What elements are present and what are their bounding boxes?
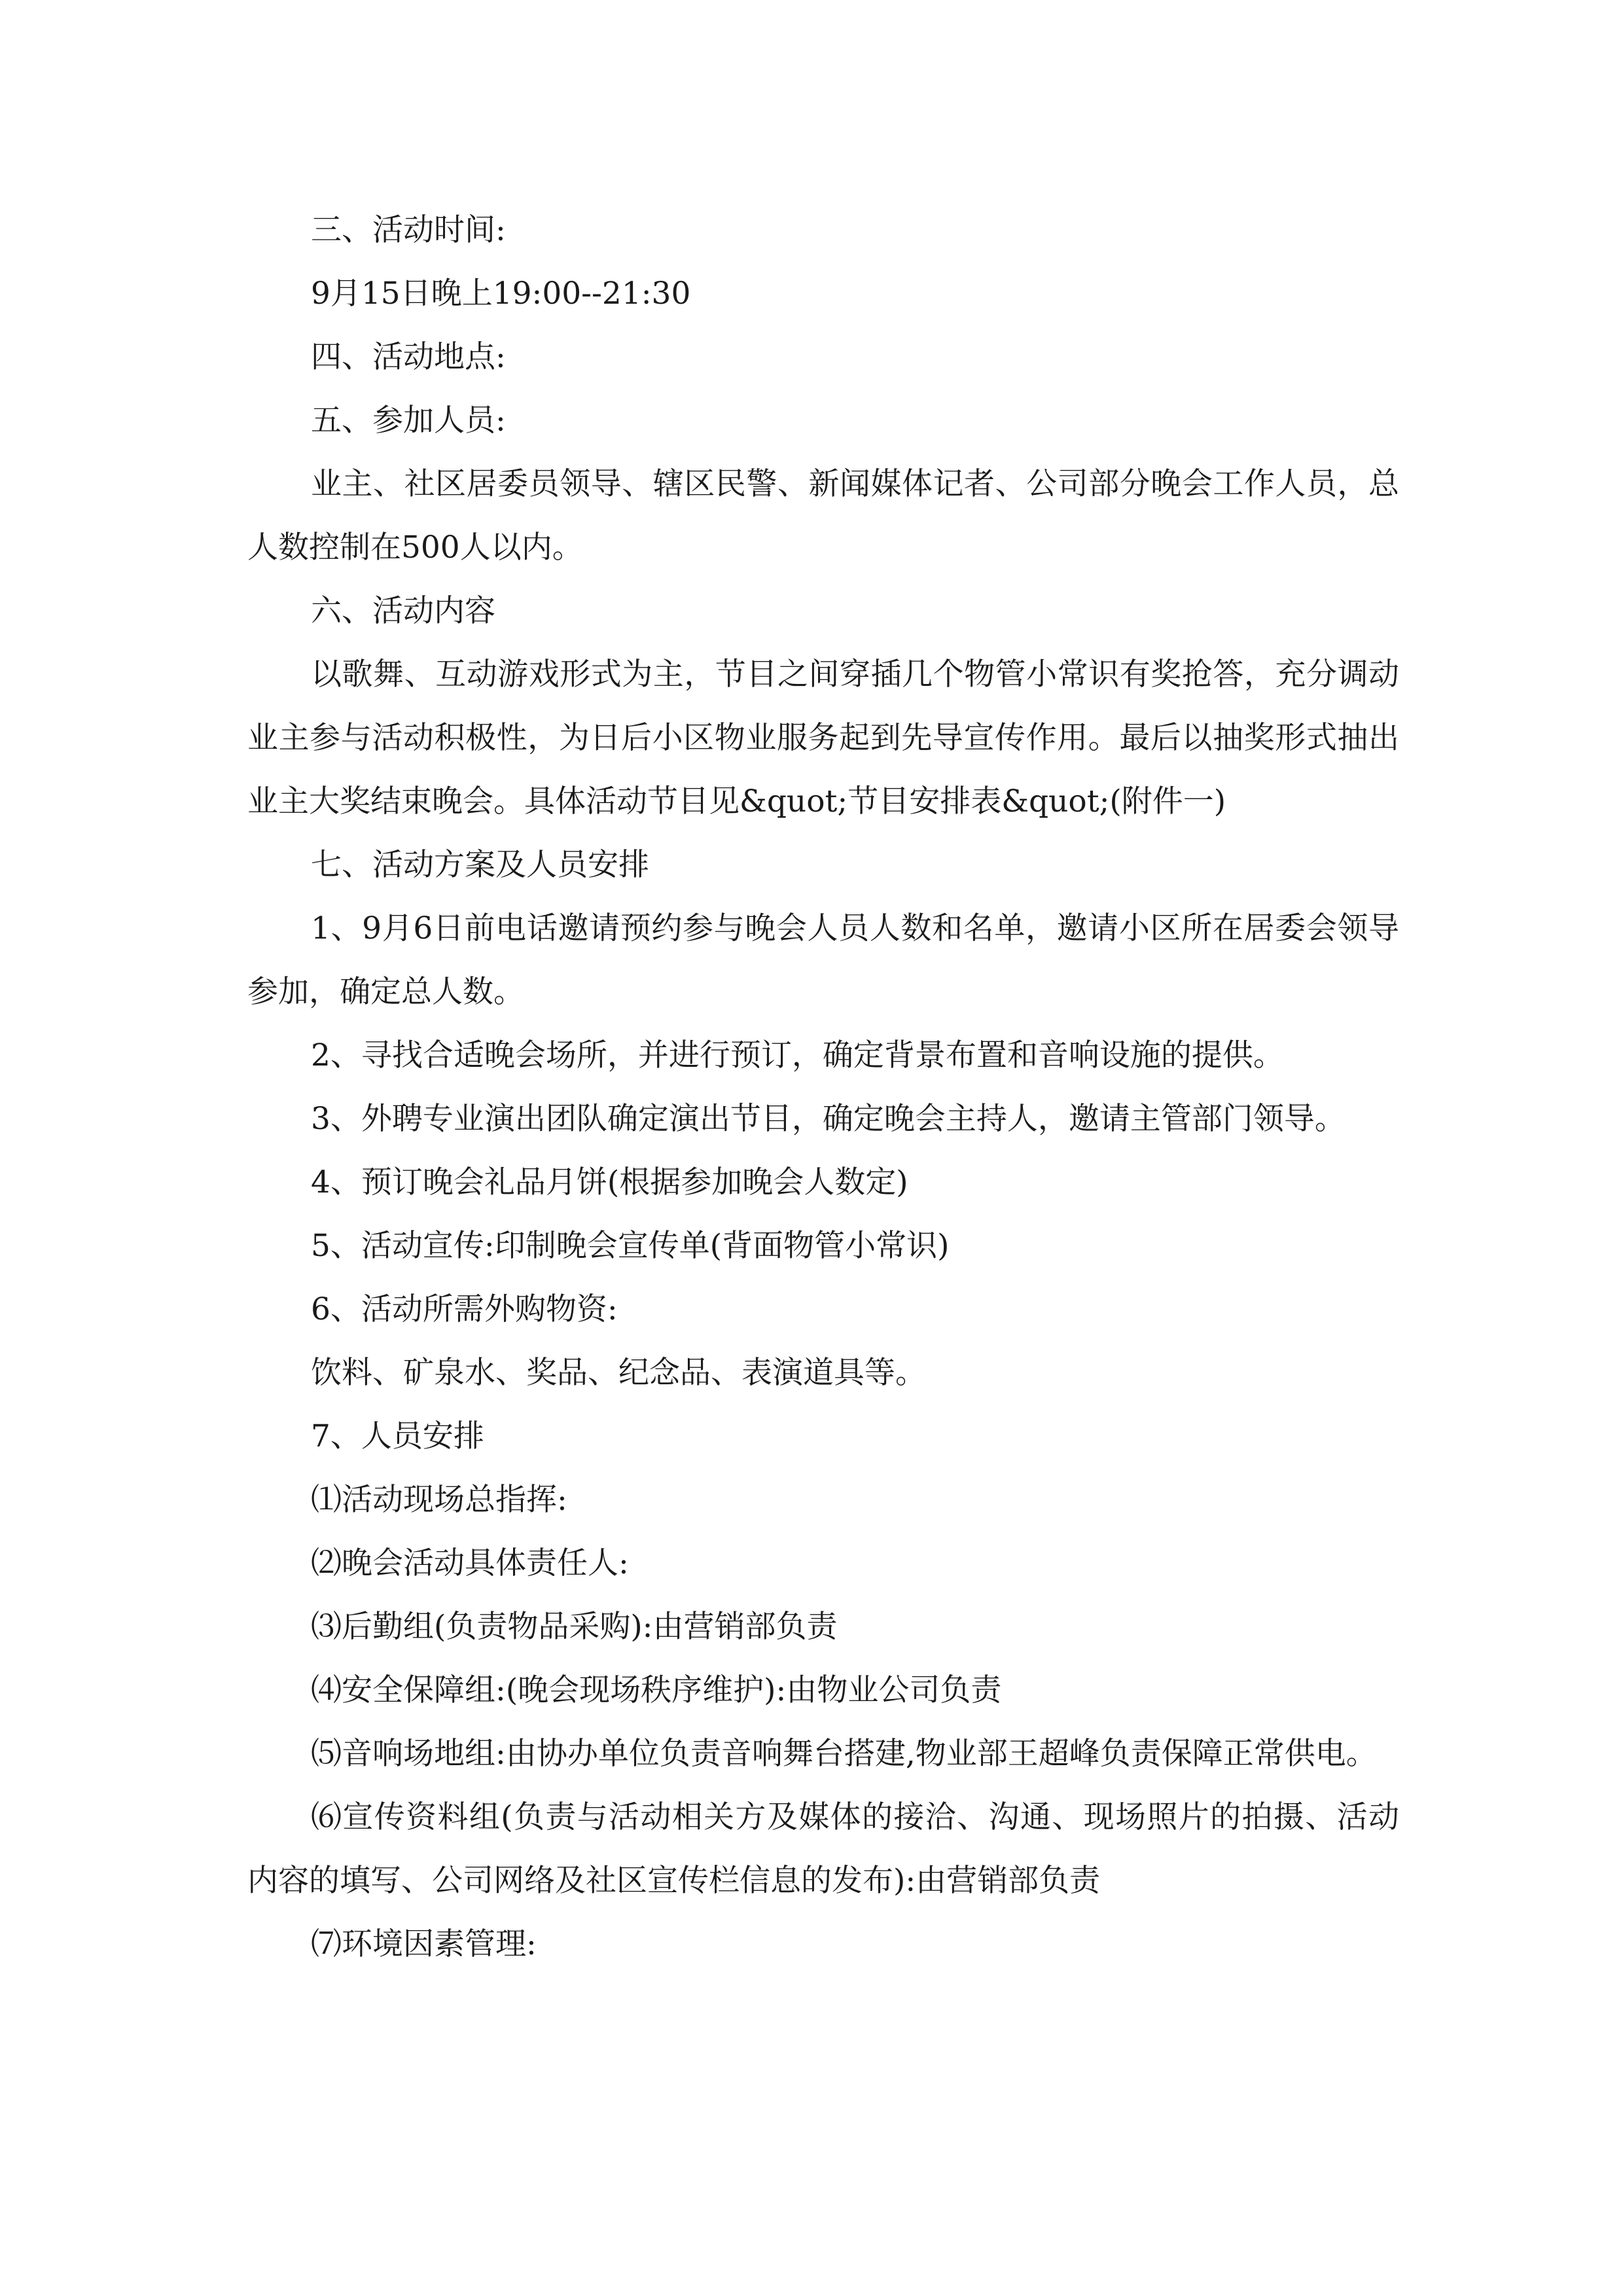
plan-item-4: 4、预订晚会礼品月饼(根据参加晚会人数定) xyxy=(311,1164,908,1200)
staff-item-5: ⑸音响场地组:由协办单位负责音响舞台搭建,物业部王超峰负责保障正常供电。 xyxy=(311,1736,1377,1772)
staff-item-2: ⑵晚会活动具体责任人: xyxy=(311,1545,629,1581)
section-heading-time: 三、活动时间: xyxy=(311,212,506,248)
staff-item-4: ⑷安全保障组:(晚会现场秩序维护):由物业公司负责 xyxy=(311,1672,1002,1708)
staff-item-7: ⑺环境因素管理: xyxy=(311,1926,537,1962)
section-heading-location: 四、活动地点: xyxy=(311,339,506,375)
section-heading-content: 六、活动内容 xyxy=(311,593,495,629)
plan-item-3: 3、外聘专业演出团队确定演出节目，确定晚会主持人，邀请主管部门领导。 xyxy=(311,1101,1346,1137)
purchase-list: 饮料、矿泉水、奖品、纪念品、表演道具等。 xyxy=(311,1355,926,1391)
staff-item-6: ⑹宣传资料组(负责与活动相关方及媒体的接洽、沟通、现场照片的拍摄、活动内容的填写、公司网络及社区宣传栏信息的发布):由营销部负责 xyxy=(247,1799,1399,1899)
section-heading-plan: 七、活动方案及人员安排 xyxy=(311,847,649,883)
activity-time: 9月15日晚上19:00--21:30 xyxy=(311,276,691,312)
plan-item-1: 1、9月6日前电话邀请预约参与晚会人员人数和名单，邀请小区所在居委会领导参加，确定总人数。 xyxy=(247,910,1399,1010)
plan-item-6: 6、活动所需外购物资: xyxy=(311,1291,618,1327)
document-body xyxy=(247,198,1399,1976)
staff-item-1: ⑴活动现场总指挥: xyxy=(311,1482,567,1518)
plan-item-7: 7、人员安排 xyxy=(311,1418,484,1454)
participants-text: 业主、社区居委员领导、辖区民警、新闻媒体记者、公司部分晚会工作人员，总人数控制在500人以内。 xyxy=(247,466,1399,565)
plan-item-5: 5、活动宣传:印制晚会宣传单(背面物管小常识) xyxy=(311,1228,950,1264)
section-heading-participants: 五、参加人员: xyxy=(311,403,506,439)
staff-item-3: ⑶后勤组(负责物品采购):由营销部负责 xyxy=(311,1609,838,1645)
activity-content-text: 以歌舞、互动游戏形式为主，节目之间穿插几个物管小常识有奖抢答，充分调动业主参与活动积极性，为日后小区物业服务起到先导宣传作用。最后以抽奖形式抽出业主大奖结束晚会。具体活动节目见&quot;节目安排表&quot;(附件一) xyxy=(247,656,1399,819)
plan-item-2: 2、寻找合适晚会场所，并进行预订，确定背景布置和音响设施的提供。 xyxy=(311,1037,1284,1073)
